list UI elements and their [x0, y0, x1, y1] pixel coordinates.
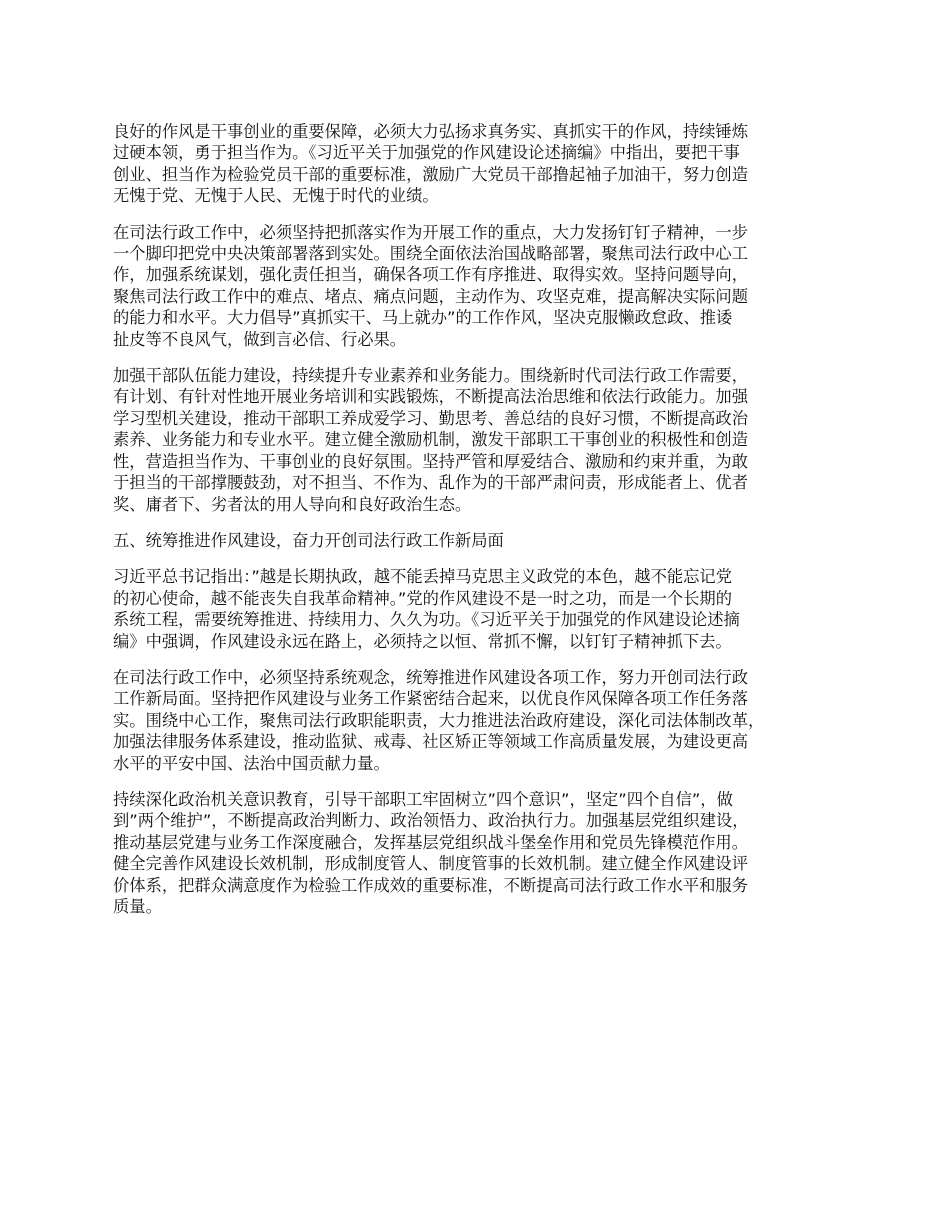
text-line: 素养、业务能力和专业水平。建立健全激励机制，激发干部职工干事创业的积极性和创造	[113, 430, 748, 450]
paragraph-5	[113, 667, 855, 774]
text-line: 系统工程，需要统筹推进、持续用力、久久为功。《习近平关于加强党的作风建设论述摘	[113, 610, 740, 630]
text-line: 在司法行政工作中，必须坚持把抓落实作为开展工作的重点，大力发扬钉钉子精神，一步	[113, 222, 748, 242]
text-line: 的能力和水平。大力倡导”真抓实干、马上就办”的工作作风，坚决克服懒政怠政、推诿	[113, 308, 733, 328]
document-page	[113, 121, 855, 932]
text-line: 奖、庸者下、劣者汰的用人导向和良好政治生态。	[113, 494, 472, 514]
text-line: 创业、担当作为检验党员干部的重要标准，激励广大党员干部撸起袖子加油干，努力创造	[113, 164, 748, 184]
heading-text: 五、统筹推进作风建设，奋力开创司法行政工作新局面	[113, 530, 504, 550]
text-line: 有计划、有针对性地开展业务培训和实践锻炼，不断提高法治思维和依法行政能力。加强	[113, 387, 748, 407]
text-line: 于担当的干部撑腰鼓劲，对不担当、不作为、乱作为的干部严肃问责，形成能者上、优者	[113, 473, 748, 493]
paragraph-4	[113, 566, 855, 652]
paragraph-3	[113, 365, 855, 515]
paragraph-6	[113, 789, 855, 917]
text-line: 实。围绕中心工作，聚焦司法行政职能职责，大力推进法治政府建设，深化司法体制改革，	[113, 710, 765, 730]
text-line: 编》中强调，作风建设永远在路上，必须持之以恒、常抓不懈，以钉钉子精神抓下去。	[113, 631, 732, 651]
text-line: 持续深化政治机关意识教育，引导干部职工牢固树立”四个意识”，坚定”四个自信”，做	[113, 789, 733, 809]
text-line: 的初心使命，越不能丧失自我革命精神。”党的作风建设不是一时之功，而是一个长期的	[113, 588, 732, 608]
text-line: 良好的作风是干事创业的重要保障，必须大力弘扬求真务实、真抓实干的作风，持续锤炼	[113, 122, 748, 141]
text-line: 无愧于党、无愧于人民、无愧于时代的业绩。	[113, 186, 439, 206]
text-line: 习近平总书记指出：”越是长期执政，越不能丢掉马克思主义政党的本色，越不能忘记党	[113, 567, 732, 587]
text-line: 健全完善作风建设长效机制，形成制度管人、制度管事的长效机制。建立健全作风建设评	[113, 854, 748, 874]
paragraph-2	[113, 222, 855, 350]
text-line: 性，营造担当作为、干事创业的良好氛围。坚持严管和厚爱结合、激励和约束并重，为敢	[113, 451, 748, 471]
text-line: 到”两个维护”，不断提高政治判断力、政治领悟力、政治执行力。加强基层党组织建设，	[113, 811, 749, 831]
text-line: 价体系，把群众满意度作为检验工作成效的重要标准，不断提高司法行政工作水平和服务	[113, 875, 748, 895]
section-heading	[113, 530, 855, 551]
text-line: 学习型机关建设，推动干部职工养成爱学习、勤思考、善总结的良好习惯，不断提高政治	[113, 408, 748, 428]
text-line: 过硬本领，勇于担当作为。《习近平关于加强党的作风建设论述摘编》中指出，要把干事	[113, 143, 740, 163]
text-line: 在司法行政工作中，必须坚持系统观念，统筹推进作风建设各项工作，努力开创司法行政	[113, 667, 748, 687]
text-line: 加强法律服务体系建设，推动监狱、戒毒、社区矫正等领域工作高质量发展，为建设更高	[113, 732, 748, 752]
paragraph-1	[113, 121, 855, 207]
text-line: 扯皮等不良风气，做到言必信、行必果。	[113, 329, 407, 349]
text-line: 作，加强系统谋划，强化责任担当，确保各项工作有序推进、取得实效。坚持问题导向，	[113, 265, 748, 285]
text-line: 水平的平安中国、法治中国贡献力量。	[113, 753, 390, 773]
text-line: 一个脚印把党中央决策部署落到实处。围绕全面依法治国战略部署，聚焦司法行政中心工	[113, 244, 748, 264]
text-line: 质量。	[113, 897, 162, 916]
text-line: 聚焦司法行政工作中的难点、堵点、痛点问题，主动作为、攻坚克难，提高解决实际问题	[113, 286, 748, 306]
text-line: 加强干部队伍能力建设，持续提升专业素养和业务能力。围绕新时代司法行政工作需要，	[113, 366, 748, 386]
text-line: 工作新局面。坚持把作风建设与业务工作紧密结合起来，以优良作风保障各项工作任务落	[113, 689, 748, 709]
text-line: 推动基层党建与业务工作深度融合，发挥基层党组织战斗堡垒作用和党员先锋模范作用。	[113, 832, 748, 852]
